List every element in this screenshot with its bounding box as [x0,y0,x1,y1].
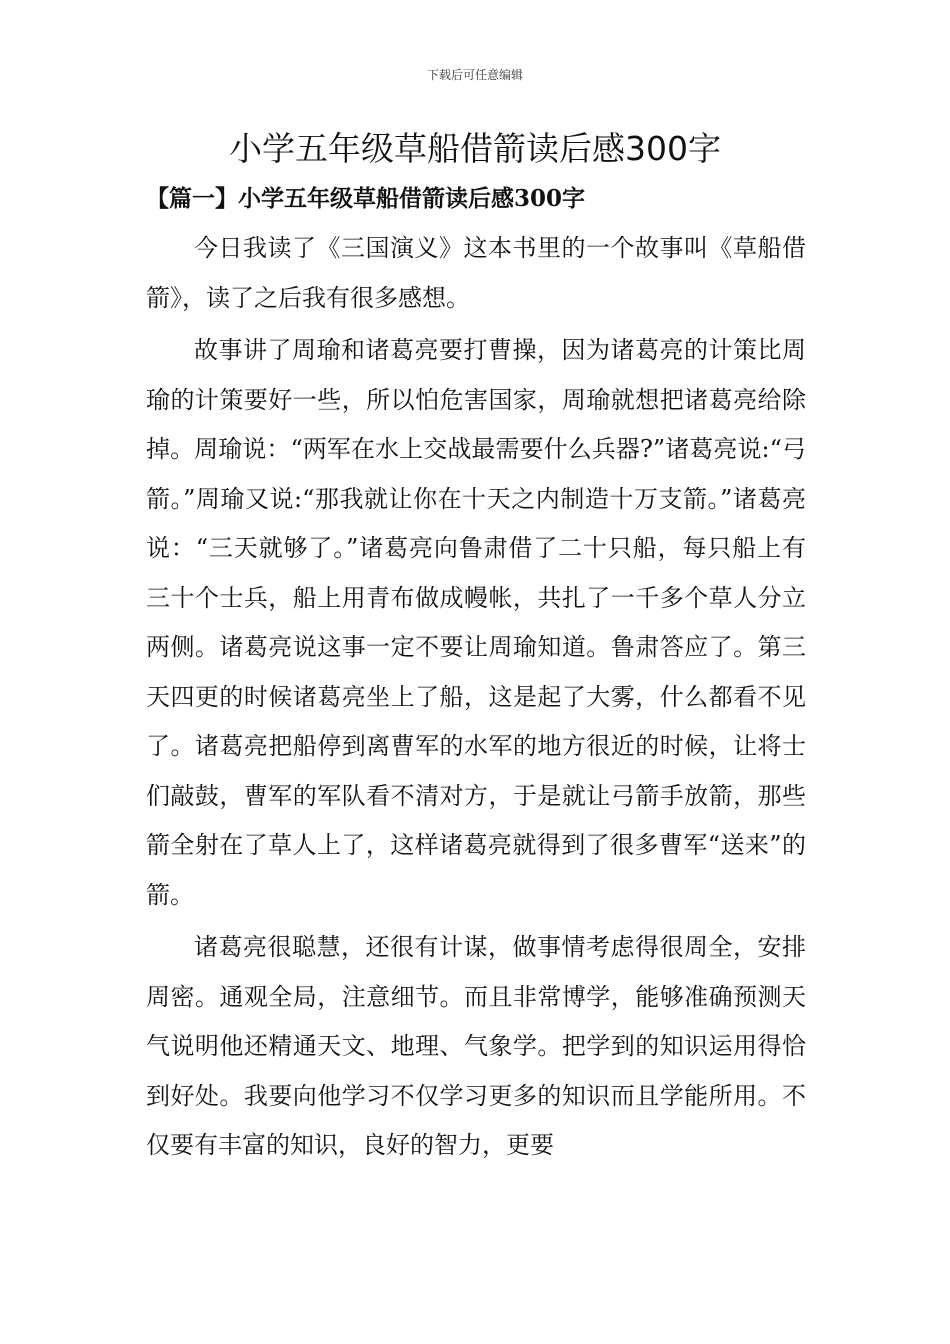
paragraph-2: 故事讲了周瑜和诸葛亮要打曹操，因为诸葛亮的计策比周瑜的计策要好一些，所以怕危害国家，周瑜就想把诸葛亮给除掉。周瑜说：“两军在水上交战最需要什么兵器?”诸葛亮说:“弓箭。”周瑜又说:“那我就让你在十天之内制造十万支箭。”诸葛亮说：“三天就够了。”诸葛亮向鲁肃借了二十只船，每只船上有三十个士兵，船上用青布做成幔帐，共扎了一千多个草人分立两侧。诸葛亮说这事一定不要让周瑜知道。鲁肃答应了。第三天四更的时候诸葛亮坐上了船，这是起了大雾，什么都看不见了。诸葛亮把船停到离曹军的水军的地方很近的时候，让将士们敲鼓，曹军的军队看不清对方，于是就让弓箭手放箭，那些箭全射在了草人上了，这样诸葛亮就得到了很多曹军“送来”的箭。 [146,336,806,909]
paragraph-1: 今日我读了《三国演义》这本书里的一个故事叫《草船借箭》，读了之后我有很多感想。 [146,234,806,312]
page-header-note: 下载后可任意编辑 [426,68,523,82]
document-body [146,224,806,1174]
paragraph-3: 诸葛亮很聪慧，还很有计谋，做事情考虑得很周全，安排周密。通观全局，注意细节。而且非常博学，能够准确预测天气说明他还精通天文、地理、气象学。把学到的知识运用得恰到好处。我要向他学习不仅学习更多的知识而且学能所用。不仅要有丰富的知识，良好的智力，更要 [146,933,806,1159]
section-heading: 【篇一】小学五年级草船借箭读后感300字 [146,185,586,212]
document-title: 小学五年级草船借箭读后感300字 [229,129,721,168]
